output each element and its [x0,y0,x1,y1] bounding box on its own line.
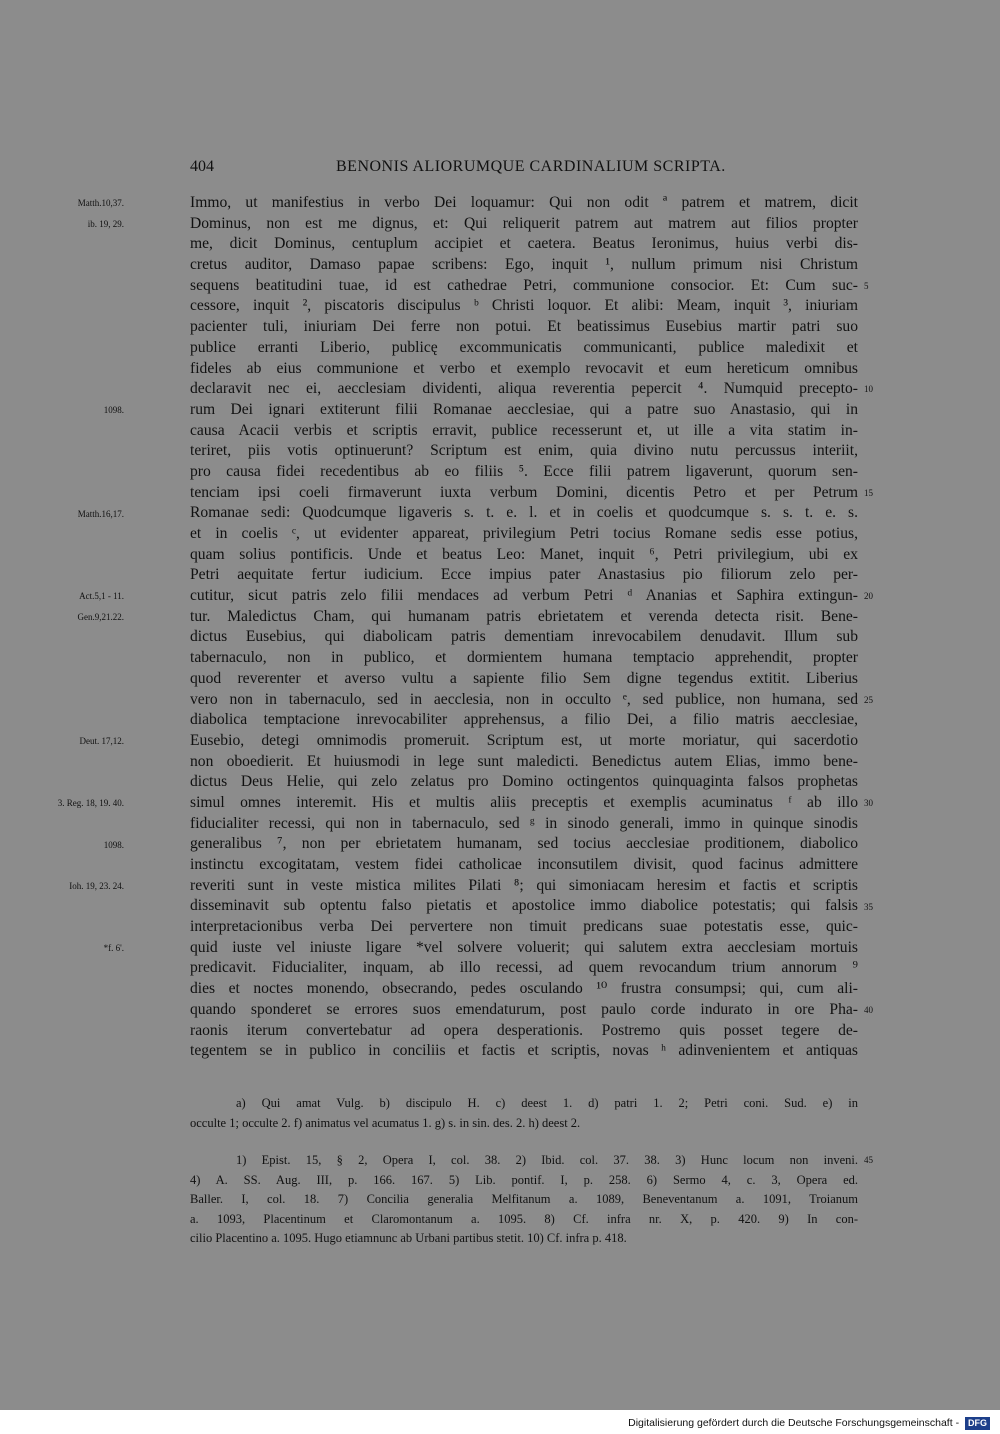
margin-reference: Matth.16,17. [77,508,124,519]
text-line: reveriti sunt in veste mistica milites Pilati ⁸; qui simoniacam heresim et factis et scriptis [190,876,858,894]
margin-reference: *f. 6'. [103,943,124,954]
line-number: 20 [864,591,873,602]
text-line: cretus auditor, Damaso papae scribens: Ego, inquit ¹, nullum primum nisi Christum [190,256,858,274]
text-line: pro causa fidei recedentibus ab eo filiis ⁵. Ecce filii patrem ligaverunt, quorum sen- [190,462,858,480]
text-line: generalibus ⁷, non per ebrietatem humanam, sed tocius aecclesiae proditionem, diabolico [190,835,858,853]
dfg-credit-text: Digitalisierung gefördert durch die Deutsche Forschungsgemeinschaft [628,1417,953,1429]
dfg-credit: Digitalisierung gefördert durch die Deutsche Forschungsgemeinschaft - DFG [628,1416,990,1431]
note-line: Baller. I, col. 18. 7) Concilia generalia Melfitanum a. 1089, Beneventanum a. 1091, Troianum [190,1192,858,1206]
margin-reference: Matth.10,37. [77,198,124,208]
text-line: tegentem se in publico in conciliis et factis et scriptis, novas ʰ adinvenientem et antiquas [190,1042,858,1060]
text-line: predicavit. Fiducialiter, inquam, ab illo recessi, ad quem revocandum trium annorum ⁹ [190,959,858,977]
text-line: dictus Deus Helie, qui zelo zelatus pro Domino octingentos quinquaginta falsos prophetas [190,773,858,791]
line-number: 40 [864,1005,873,1016]
text-line: dies et noctes monendo, obsecrando, pedes osculando ¹⁰ frustra consumpsi; qui, cum ali- [190,980,858,998]
margin-reference: Deut. 17,12. [79,736,124,747]
text-line: instinctu excogitatam, vestem fidei catholicae inconsutilem divisit, quod facinus admittere [190,856,858,873]
text-line: raonis iterum convertebatur ad opera desperationis. Postremo quis posset tegere de- [190,1021,858,1039]
text-line: Immo, ut manifestius in verbo Dei loquamur: Qui non odit ª patrem et matrem, dicit [190,194,858,211]
margin-reference: Gen.9,21.22. [77,612,124,622]
text-line: tabernaculo, non in publico, et dormientem humana temptacio apprehendit, propter [190,649,858,667]
text-line: cessore, inquit ², piscatoris discipulus ᵇ Christi loquor. Et alibi: Meam, inquit ³, iniuriam [190,297,858,315]
line-number: 30 [864,798,873,809]
text-line: vero non in tabernaculo, sed in aecclesia, non in occulto ᵉ, sed publice, non humana, sed [190,690,858,708]
text-line: quando sponderet se errores suos emendaturum, post paulo corde indurato in ore Pha- [190,1000,858,1018]
margin-reference: Act.5,1 - 11. [79,591,124,602]
text-line: diabolica temptacione inrevocabiliter apprehensus, a filio Dei, a filio matris aecclesiae, [190,711,858,729]
line-number: 10 [864,384,873,395]
text-line: quod reverenter et averso vultu a sapiente filio Sem digne tegendus extitit. Liberius [190,669,858,687]
line-number: 15 [864,487,873,498]
text-line: simul omnes interemit. His et multis aliis preceptis et exemplis acuminatus ᶠ ab illo [190,793,858,811]
text-line: Petri aequitate fertur iudicium. Ecce impius pater Anastasius pio filiorum zelo per- [190,566,858,584]
text-line: cutitur, sicut patris zelo filii mendaces ad verbum Petri ᵈ Ananias et Saphira extingun- [190,587,858,605]
running-title: BENONIS ALIORUMQUE CARDINALIUM SCRIPTA. [336,158,726,175]
note-line: a. 1093, Placentinum et Claromontanum a. 1095. 8) Cf. infra nr. X, p. 420. 9) In con- [190,1211,858,1226]
margin-reference: 3. Reg. 18, 19. 40. [57,798,124,809]
text-line: quid iuste vel iniuste ligare *vel solvere voluerit; qui salutem extra aecclesiam mortuis [190,938,858,956]
text-line: Dominus, non est me dignus, et: Qui reliquerit patrem aut matrem aut filios propter [190,214,858,232]
text-line: et in coelis ᶜ, ut evidenter appareat, privilegium Petri tocius Romane sedis esse potius, [190,525,858,542]
text-line: causa Acacii verbis et scriptis erravit, publice recesserunt et, ut ille a vita statim in- [190,421,858,439]
text-line: Eusebio, detegi omnimodis promeruit. Scriptum est, ut morte moriatur, qui sacerdotio [190,731,858,749]
text-line: teriret, piis votis optinuerunt? Scriptum est enim, quia divino nutu percussus interiit, [190,442,858,460]
text-line: pacienter tuli, iniuriam Dei ferre non potui. Et beatissimus Eusebius martir patri suo [190,318,858,336]
text-line: rum Dei ignari extiterunt filii Romanae aecclesiae, qui a patre suo Anastasio, qui in [190,400,858,418]
page-number: 404 [190,158,214,175]
text-line: fideles ab eius communione et verbo et exemplo revocavit et eum hereticum omnibus [190,359,858,377]
text-line: fiducialiter recessi, qui non in tabernaculo, sed ᵍ in sinodo generali, immo in quinque sinodis [190,814,858,832]
text-line: disseminavit sub optentu falso pietatis et apostolice immo diabolice potestatis; qui falsis [190,897,858,915]
line-number: 45 [864,1155,873,1165]
apparatus-line: occulte 1; occulte 2. f) animatus vel acumatus 1. g) s. in sin. des. 2. h) deest 2. [190,1115,581,1130]
line-number: 25 [864,694,873,705]
text-line: me, dicit Dominus, centuplum accipiet et caetera. Beatus Ieronimus, huius verbi dis- [190,235,858,253]
text-line: declaravit nec ei, aecclesiam dividenti, aliqua reverentia pepercit ⁴. Numquid precepto- [190,380,858,398]
text-line: dictus Eusebius, qui diabolicam patris dementiam inrevocabilem denudavit. Illum sub [190,628,858,646]
critical-apparatus [190,1094,858,1133]
text-line: non oboedierit. Et huiusmodi in lege sunt maledicti. Benedictus autem Elias, immo bene- [190,752,858,770]
text-line: quam solius pontificis. Unde et beatus Leo: Manet, inquit ⁶, Petri privilegium, ubi ex [190,545,858,563]
line-number: 5 [864,280,869,291]
note-line: cilio Placentino a. 1095. Hugo etiamnunc ab Urbani partibus stetit. 10) Cf. infra p. 418. [190,1231,627,1245]
margin-reference: Ioh. 19, 23. 24. [69,881,124,892]
text-line: interpretacionibus verba Dei pervertere non timuit predicans suae potestatis esse, quic- [190,918,858,936]
apparatus-line: a) Qui amat Vulg. b) discipulo H. c) deest 1. d) patri 1. 2; Petri coni. Sud. e) in [236,1096,858,1110]
text-line: tur. Maledictus Cham, qui humanam patris ebrietatem et verenda detecta risit. Bene- [190,607,858,625]
main-text [190,193,858,1062]
note-line: 4) A. SS. Aug. III, p. 166. 167. 5) Lib. pontif. I, p. 258. 6) Sermo 4, c. 3, Opera ed. [190,1172,858,1187]
dfg-logo: DFG [965,1417,990,1430]
margin-reference: 1098. [103,405,124,415]
source-notes [190,1151,858,1249]
margin-reference: ib. 19, 29. [87,218,124,229]
text-line: sequens beatitudini tuae, id est cathedrae Petri, communione consocior. Et: Cum suc- [190,276,858,294]
text-line: Romanae sedi: Quodcumque ligaveris s. t. e. l. et in coelis et quodcumque s. s. t. e. s. [190,504,858,522]
note-line: 1) Epist. 15, § 2, Opera I, col. 38. 2) Ibid. col. 37. 38. 3) Hunc locum non inveni. [236,1153,858,1167]
line-number: 35 [864,901,873,912]
margin-reference: 1098. [103,839,124,850]
text-line: tenciam ipsi coeli firmaverunt iuxta verbum Domini, dicentis Petro et per Petrum [190,483,858,501]
text-line: publice erranti Liberio, publicę excommunicatis communicanti, publice maledixit et [190,338,858,356]
